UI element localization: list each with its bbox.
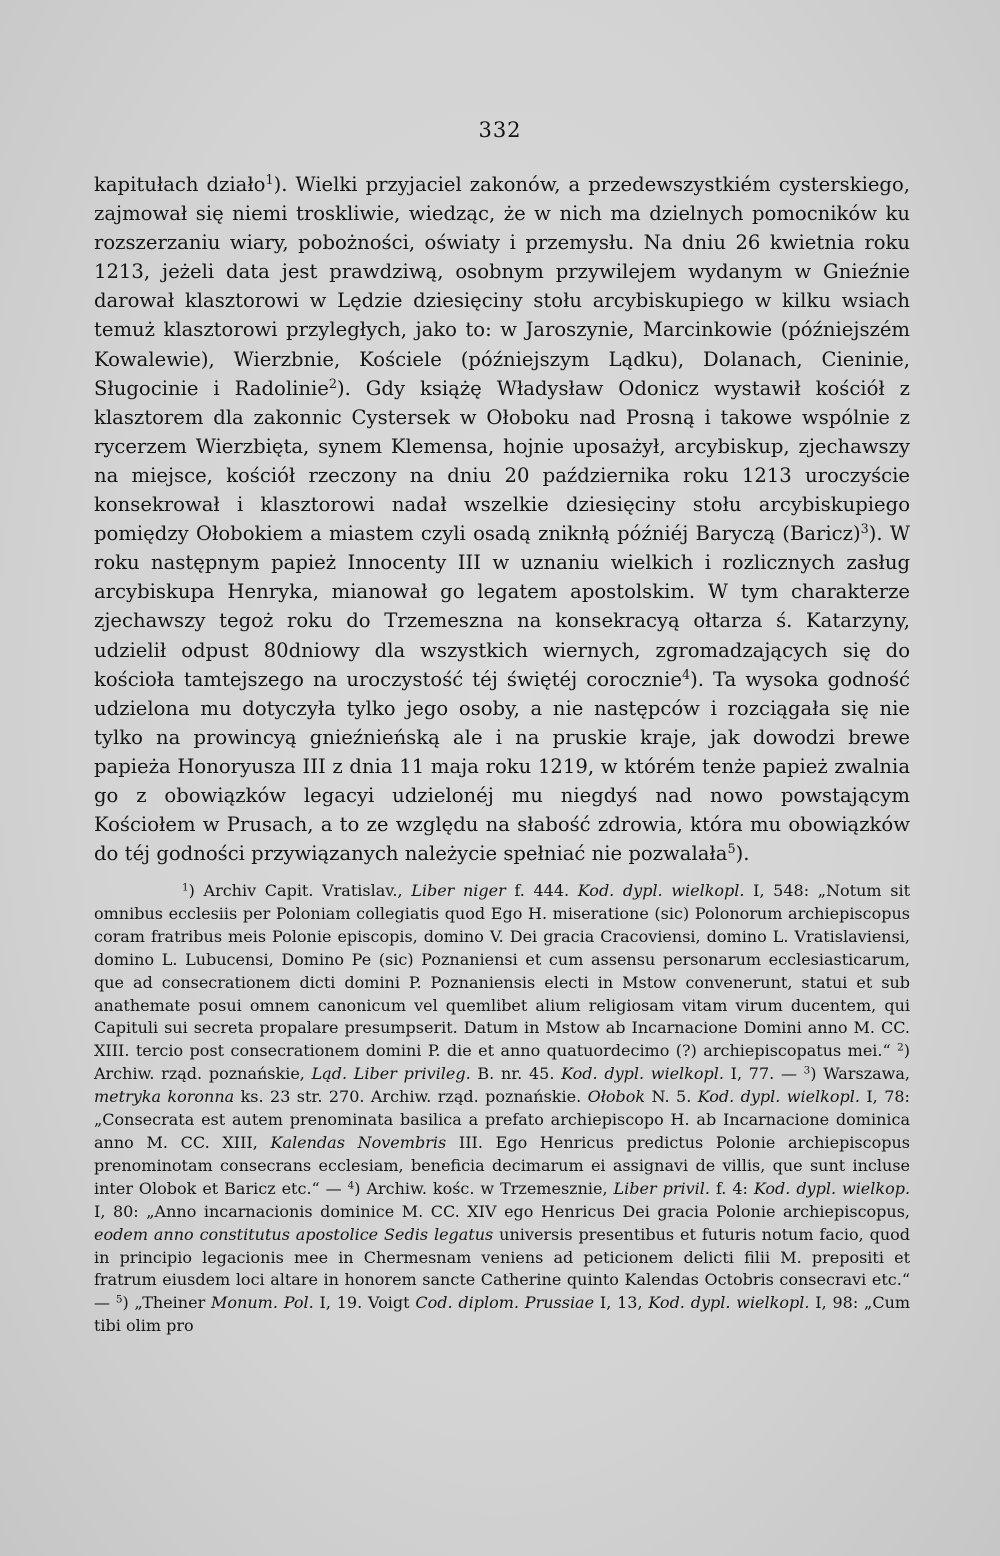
footnote-ref: 4 [681,667,691,683]
footnote-marker: 1 [182,881,189,894]
citation-title: eodem anno constitutus apostolice Sedis legatus [94,1224,494,1244]
citation-title: Ląd. Liber privileg. [311,1064,471,1084]
text-run: kapitułach działo [94,173,266,196]
footnote-marker: 5 [115,1293,123,1306]
footnote-text: ) Archiw. rząd. poznańskie, [94,1041,910,1084]
citation-title: Kod. dypl. wielkopl. [697,1087,860,1107]
footnote-ref: 1 [265,173,274,188]
citation-title: Liber niger [411,881,506,900]
citation-title: Liber privil. [613,1178,710,1198]
footnote-text: f. 444. [514,881,570,900]
footnote-marker: 4 [347,1179,355,1192]
footnote-ref: 5 [727,842,736,858]
text-run: ). Gdy książę Władysław Odonicz wystawił kościół z klasztorem dla zakonnic Cystersek w Ołoboku nad Prosną i takowe wspólnie z rycerzem Wierzbięta, synem Klemensa, hojnie uposażył, arcybiskup, zjechawszy na miejsce, kościół rzeczony na dniu 20 października roku 1213 uroczyście konsekrował i klasztorowi nadał wszelkie dziesięciny stołu arcybiskupiego pomiędzy Ołobokiem a miastem czyli osadą zniknłą późniéj Baryczą (Baricz) [94,376,910,546]
footnote-text: I, 77. — [730,1064,797,1084]
footnote-text: ) Archiw. kośc. w Trzemesznie, [354,1178,608,1198]
footnote-text: I, 80: „Anno incarnacionis dominice M. CC. XIV ego Henricus Dei gracia Polonie archiepiscopus, [94,1201,910,1221]
citation-title: metryka koronna [94,1087,235,1107]
footnote-text: III. Ego Henricus predictus Polonie archiepiscopus prenominotam consecrans ecclesiam, beneficia decimarum ei assignavi de villis, que sunt incluse inter Olobok et Baricz etc.“ — [94,1132,910,1198]
footnote-text: ) „Theiner [122,1293,206,1313]
footnote-text: I, 13, [599,1293,643,1313]
footnote-text: universis presentibus et futuris notum facio, quod in principio legacionis mee in Chermesnam veniens ad peticionem delicti filii M. prepositi et fratrum eiusdem loci altare in honorem sancte Catherine quinto Kalendas Octobris consecravi etc.“ — [94,1224,910,1313]
footnote-ref: 3 [860,522,869,538]
footnote-text: B. nr. 45. [477,1064,555,1084]
text-run: ). Wielki przyjaciel zakonów, a przedewszystkiém cysterskiego, zajmował się niemi troskliwie, wiedząc, że w nich ma dzielnych pomocników ku rozszerzaniu wiary, pobożności, oświaty i przemysłu. Na dniu 26 kwietnia roku 1213, jeżeli data jest prawdziwą, osobnym przywilejem wydanym w Gnieźnie darował klasztorowi w Lędzie dziesięciny stołu arcybiskupiego w kilku wsiach temuż klasztorowi przyległych, jako to: w Jaroszynie, Marcinkowie (późniejszém Kowalewie), Wierzbnie, Kościele (późniejszym Lądku), Dolanach, Cieninie, Sługocinie i Radolinie [94,173,910,400]
footnote-text: ks. 23 str. 270. Archiw. rząd. poznańskie. [240,1087,582,1107]
citation-title: Kod. dypl. wielkopl. [648,1293,810,1313]
footnote-text: N. 5. [651,1087,692,1107]
footnote-text: ) Archiv Capit. Vratislav., [188,881,403,900]
main-text [94,170,910,868]
footnote-marker: 2 [897,1041,904,1054]
text-run: ). W roku następnym papież Innocenty III w uznaniu wielkich i rozlicznych zasług arcybiskupa Henryka, mianował go legatem apostolskim. W tym charakterze zjechawszy tegoż roku do Trzemeszna na konsekracyą ołtarza ś. Katarzyny, udzielił odpust 80dniowy dla wszystkich wiernych, zgromadzających się do kościoła tamtejszego na uroczystość téj świętéj corocznie [94,522,910,691]
citation-title: Kod. dypl. wielkopl. [577,881,745,900]
citation-title: Monum. Pol. [211,1293,314,1313]
footnote-block [94,880,910,1338]
citation-title: Kalendas Novembris [270,1132,447,1152]
citation-title: Ołobok [587,1087,646,1107]
footnote-text: I, 78: „Consecrata est autem prenominata basilica a prefato archiepiscopo H. ab Incarnacione dominica anno M. CC. XIII, [94,1087,910,1152]
page-number: 332 [478,118,522,142]
citation-title: Kod. dypl. wielkop. [753,1178,911,1198]
footnote-text: I, 19. Voigt [319,1293,410,1313]
footnote-text: f. 4: [715,1178,748,1198]
footnote-ref: 2 [328,376,337,392]
footnote-text: I, 98: „Cum tibi olim pro [94,1293,911,1336]
main-paragraph [94,170,910,868]
text-run: ). Ta wysoka godność udzielona mu dotyczyła tylko jego osoby, a nie następców i rozciągała się nie tylko na prowincyą gnieźnieńską ale i na pruskie kraje, jak dowodzi brewe papieża Honoryusza III z dnia 11 maja roku 1219, w którém tenże papież zwalnia go z obowiązków legacyi udzielonéj mu niegdyś nad nowo powstającym Kościołem w Prusach, a to ze względu na słabość zdrowia, która mu obowiązków do téj godności przywiązanych należycie spełniać nie pozwalała [94,667,910,866]
citation-title: Kod. dypl. wielkopl. [561,1064,724,1084]
footnote-text: ) Warszawa, [810,1064,910,1084]
footnote-text: I, 548: „Notum sit omnibus ecclesiis per Poloniam collegiatis quod Ego H. miseratione (sic) Polonorum archiepiscopus coram fratribus meis Polonie episcopis, domino V. Dei gracia Cracoviensi, domino L. Vratislaviensi, domino L. Lubucensi, Domino Pe (sic) Poznaniensi et cum assensu personarum ecclesiasticarum, que ad consecrationem dicti domini P. Poznaniensis electi in Mstow convenerunt, statui et sub anathemate posui omnem canonicum vel quemlibet alium religiosam vitam virum ducentem, qui Capituli sui secreta propalare presumpserit. Datum in Mstow ab Incarnacione Domini anno M. CC. XIII. tercio post consecrationem domini P. die et anno quatuordecimo (?) archiepiscopatus mei.“ [94,881,910,1061]
footnote-marker: 3 [803,1064,811,1077]
footnotes [94,880,910,1338]
citation-title: Cod. diplom. Prussiae [415,1293,595,1313]
text-run: ). [735,842,750,866]
